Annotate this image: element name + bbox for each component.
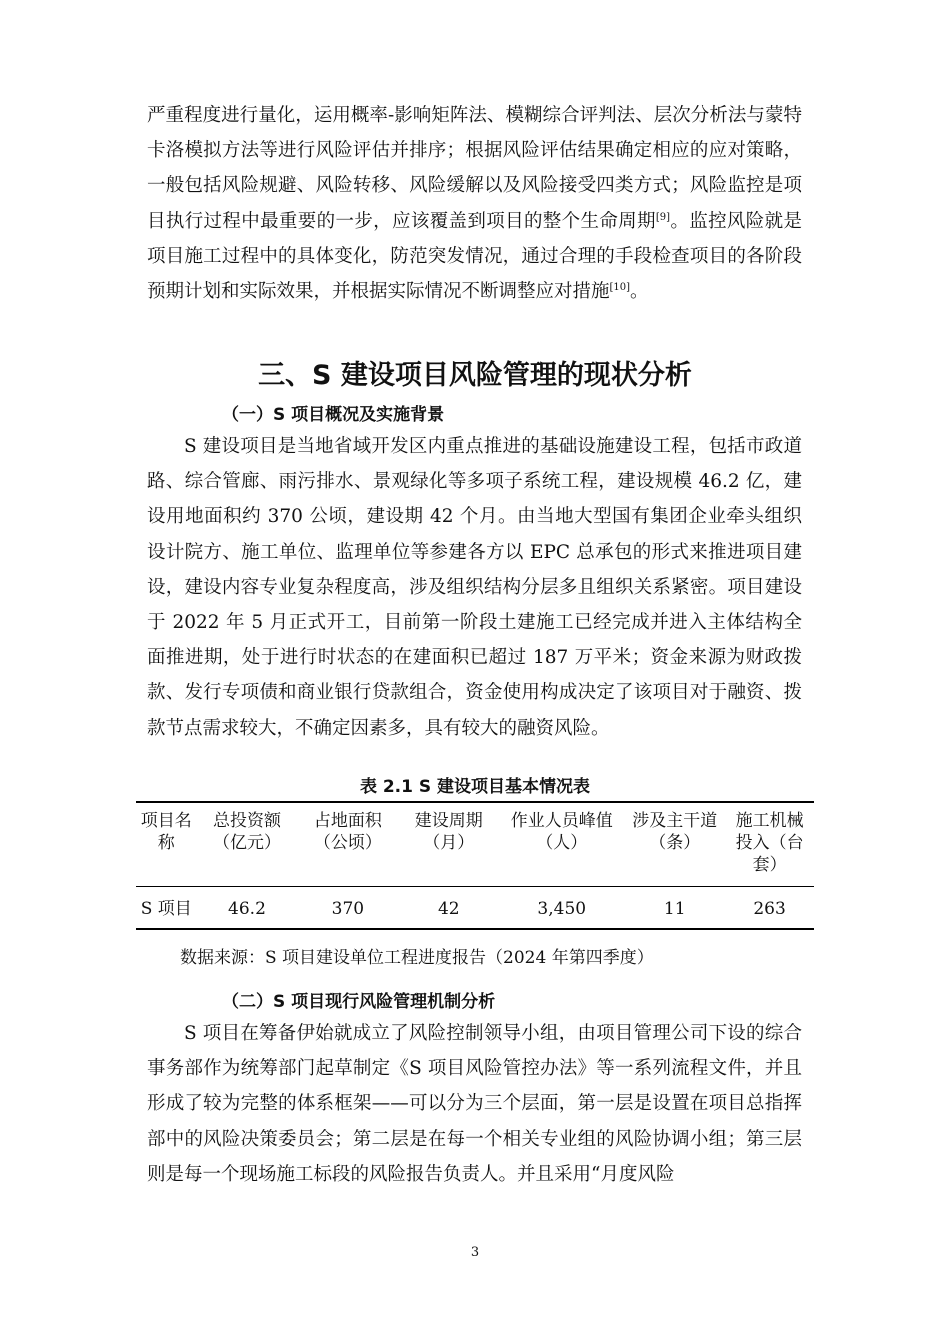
overview-text: S 建设项目是当地省域开发区内重点推进的基础设施建设工程，包括市政道路、综合管廊、雨污排水、景观绿化等多项子系统工程，建设规模 46.2 亿，建设用地面积约 370 公顷，建设期 42 个月。由当地大型国有集团企业牵头组织设计院方、施工单位、监理单位等参建各方以 EPC 总承包的形式来推进项目建设，建设内容专业复杂程度高，涉及组织结构分层多且组织关系紧密。项目建设于 2022 年 5 月正式开工，目前第一阶段土建施工已经完成并进入主体结构全面推进期，处于进行时状态的在建面积已超过 187 万平米；资金来源为财政拨款、发行专项债和商业银行贷款组合，资金使用构成决定了该项目对于融资、拨款节点需求较大，不确定因素多，具有较大的融资风险。 — [147, 436, 802, 739]
table-caption: 表 2.1 S 建设项目基本情况表 — [359, 777, 591, 797]
table-source-note: 数据来源：S 项目建设单位工程进度报告（2024 年第四季度） — [180, 948, 654, 968]
intro-paragraph — [147, 98, 802, 309]
page-number: 3 — [470, 1245, 480, 1260]
project-info-table — [136, 801, 814, 930]
subsection-title-overview: （一）S 项目概况及实施背景 — [222, 405, 445, 425]
subsection-title-mechanism: （二）S 项目现行风险管理机制分析 — [222, 992, 496, 1012]
column-header: 涉及主干道（条） — [632, 811, 718, 853]
column-header: 作业人员峰值（人） — [510, 811, 613, 853]
table-header-row — [136, 802, 814, 887]
column-header: 施工机械投入（台套） — [735, 811, 804, 875]
column-header: 占地面积（公顷） — [313, 811, 382, 853]
citation-ref-10: [10] — [609, 282, 631, 294]
citation-ref-9: [9] — [655, 211, 671, 223]
overview-paragraph — [147, 429, 802, 746]
mechanism-paragraph — [147, 1016, 802, 1192]
table-cell: 370 — [331, 899, 365, 919]
table-cell: 42 — [437, 899, 460, 919]
column-header: 总投资额（亿元） — [212, 811, 281, 853]
column-header: 项目名称 — [140, 811, 192, 853]
intro-text-part1: 严重程度进行量化，运用概率-影响矩阵法、模糊综合评判法、层次分析法与蒙特卡洛模拟方法等进行风险评估并排序；根据风险评估结果确定相应的应对策略，一般包括风险规避、风险转移、风险缓解以及风险接受四类方式；风险监控是项目执行过程中最重要的一步，应该覆盖到项目的整个生命周期 — [147, 105, 802, 232]
column-header: 建设周期（月） — [414, 811, 483, 853]
table-cell: 46.2 — [228, 899, 266, 919]
table-cell: 263 — [753, 899, 786, 919]
section-title: 三、S 建设项目风险管理的现状分析 — [258, 360, 692, 391]
table-cell: S 项目 — [140, 899, 192, 919]
intro-text-part2: 。监控风险就是项目施工过程中的具体变化，防范突发情况，通过合理的手段检查项目的各阶段预期计划和实际效果，并根据实际情况不断调整应对措施 — [147, 210, 802, 303]
mechanism-text: S 项目在筹备伊始就成立了风险控制领导小组，由项目管理公司下设的综合事务部作为统筹部门起草制定《S 项目风险管控办法》等一系列流程文件，并且形成了较为完整的体系框架——可以分为三个层面，第一层是设置在项目总指挥部中的风险决策委员会；第二层是在每一个相关专业组的风险协调小组；第三层则是每一个现场施工标段的风险报告负责人。并且采用“月度风险 — [147, 1023, 802, 1185]
table-row — [136, 887, 814, 930]
table-cell: 3,450 — [537, 899, 587, 919]
intro-text-part3: 。 — [630, 281, 649, 303]
table-cell: 11 — [663, 899, 686, 919]
